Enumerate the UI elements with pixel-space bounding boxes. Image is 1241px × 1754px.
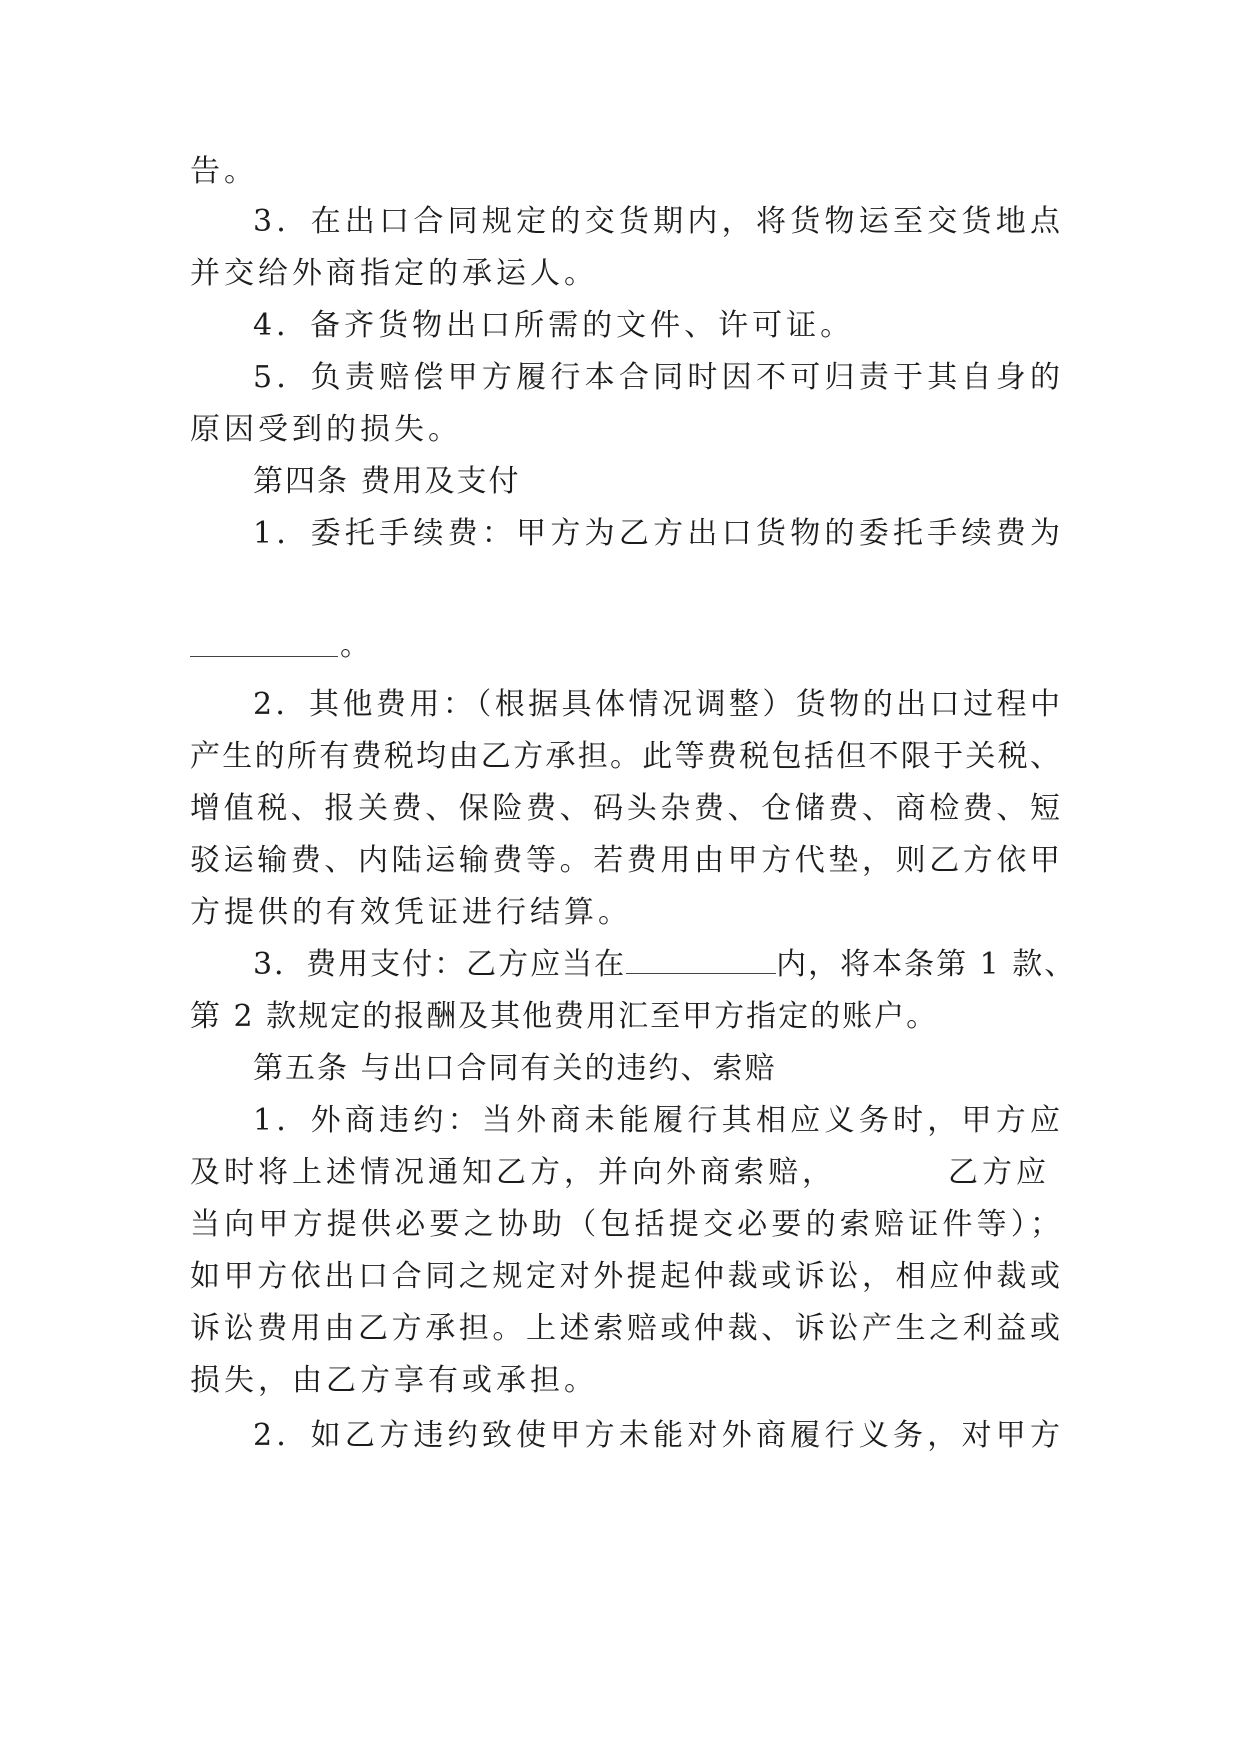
- text-line: 方提供的有效凭证进行结算。: [190, 895, 632, 930]
- fill-in-blank: [190, 656, 338, 657]
- text-segment: 及时将上述情况通知乙方，并向外商索赔，: [190, 1155, 836, 1190]
- text-line: 如甲方依出口合同之规定对外提起仲裁或诉讼，相应仲裁或: [190, 1259, 1060, 1294]
- text-line: 当向甲方提供必要之协助（包括提交必要的索赔证件等）；: [190, 1207, 1060, 1242]
- text-line: 3．在出口合同规定的交货期内，将货物运至交货地点: [253, 204, 1060, 239]
- text-line: 驳运输费、内陆运输费等。若费用由甲方代垫，则乙方依甲: [190, 843, 1060, 878]
- text-segment: 内，将本条第 1 款、: [776, 947, 1077, 982]
- text-line: 。: [340, 628, 374, 663]
- text-line: 4．备齐货物出口所需的文件、许可证。: [253, 308, 855, 343]
- text-line: 5．负责赔偿甲方履行本合同时因不可归责于其自身的: [253, 360, 1060, 395]
- section-heading: 第四条 费用及支付: [253, 464, 521, 499]
- text-line: 2．其他费用：（根据具体情况调整）货物的出口过程中: [253, 687, 1060, 722]
- section-heading: 第五条 与出口合同有关的违约、索赔: [253, 1051, 777, 1086]
- text-line: [253, 945, 1077, 985]
- text-line: 并交给外商指定的承运人。: [190, 256, 598, 291]
- text-line: 增值税、报关费、保险费、码头杂费、仓储费、商检费、短: [190, 791, 1060, 826]
- text-line: 原因受到的损失。: [190, 412, 462, 447]
- text-line: 产生的所有费税均由乙方承担。此等费税包括但不限于关税、: [190, 739, 1060, 774]
- text-line: [190, 1153, 1060, 1193]
- text-segment: 乙方应: [948, 1155, 1050, 1190]
- text-line: 2．如乙方违约致使甲方未能对外商履行义务，对甲方: [253, 1418, 1060, 1453]
- text-line: 损失，由乙方享有或承担。: [190, 1363, 598, 1398]
- text-segment: 3．费用支付：乙方应当在: [253, 947, 627, 982]
- text-line: 诉讼费用由乙方承担。上述索赔或仲裁、诉讼产生之利益或: [190, 1311, 1060, 1346]
- text-line: 告。: [190, 154, 258, 189]
- text-line: 1．外商违约：当外商未能履行其相应义务时，甲方应: [253, 1103, 1060, 1138]
- text-line: 1．委托手续费：甲方为乙方出口货物的委托手续费为: [253, 516, 1060, 551]
- fill-in-blank: [626, 947, 776, 974]
- text-line: 第 2 款规定的报酬及其他费用汇至甲方指定的账户。: [190, 999, 939, 1034]
